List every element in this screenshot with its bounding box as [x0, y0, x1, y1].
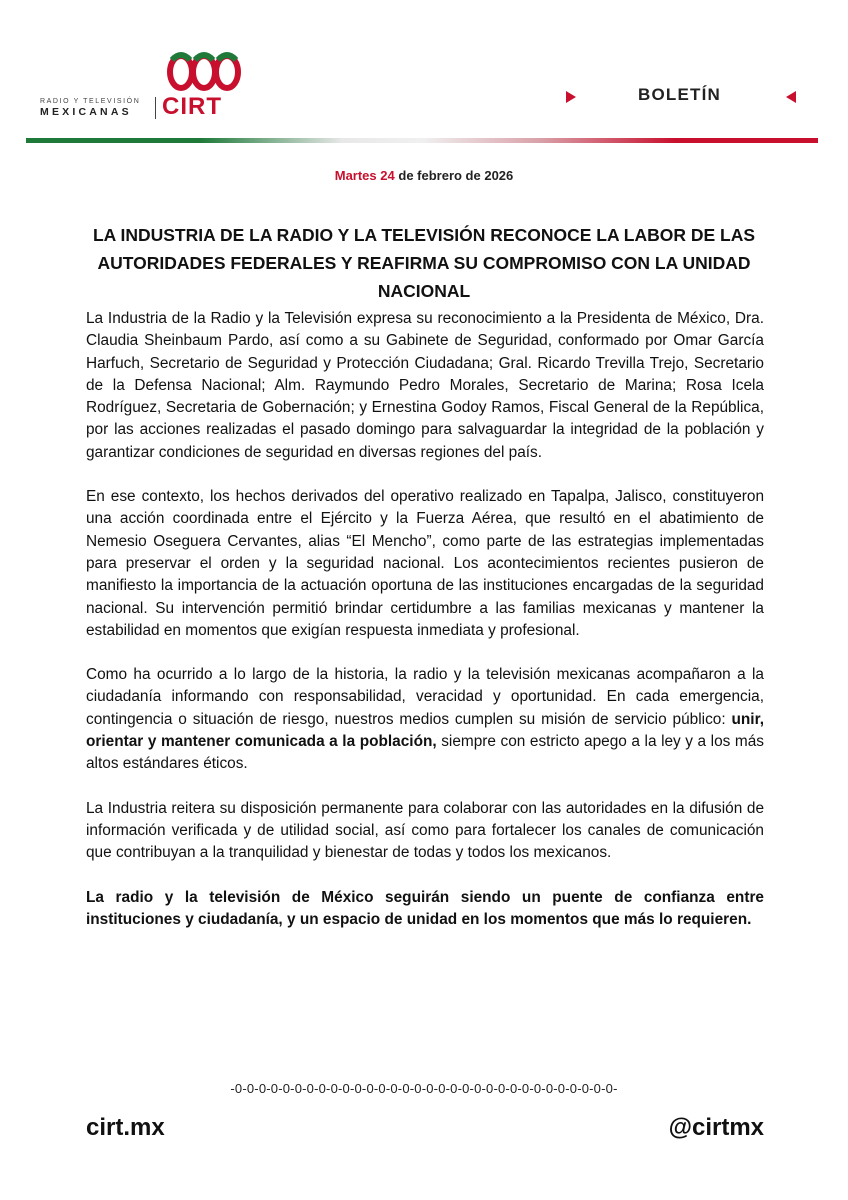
triangle-left-icon — [786, 91, 796, 103]
footer-website: cirt.mx — [86, 1114, 165, 1141]
cirt-logo — [38, 46, 238, 118]
date-rest: de febrero de 2026 — [398, 168, 514, 183]
logo-divider — [155, 97, 156, 119]
bulletin-title: BOLETÍN — [638, 85, 722, 104]
triangle-right-icon — [566, 91, 576, 103]
bulletin-label — [560, 85, 800, 109]
paragraph-3-end: siempre con estricto apego a la ley y a los más altos estándares éticos. — [86, 733, 764, 773]
logo-subtitle: MEXICANAS — [40, 106, 132, 118]
paragraph-3-start: Como ha ocurrido a lo largo de la historia, la radio y la televisión mexicanas acompañaron a la ciudadanía informando con responsabilidad, veracidad y oportunidad. En cada emergencia, contingencia o situación de riesgo, nuestros medios cumplen su misión de servicio público: — [86, 666, 764, 728]
header-divider — [26, 138, 818, 143]
end-separator: -0-0-0-0-0-0-0-0-0-0-0-0-0-0-0-0-0-0-0-0-0-0-0-0-0-0-0-0-0-0-0-0- — [230, 1081, 618, 1096]
closing-statement: La radio y la televisión de México seguirán siendo un puente de confianza entre instituciones y ciudadanía, y un espacio de unidad en los momentos que más lo requieren. — [86, 888, 764, 928]
publication-date — [0, 168, 848, 183]
headline: LA INDUSTRIA DE LA RADIO Y LA TELEVISIÓN RECONOCE LA LABOR DE LAS AUTORIDADES FEDERALES Y REAFIRMA SU COMPROMISO CON LA UNIDAD NACIONAL — [92, 225, 756, 301]
paragraph-1: La Industria de la Radio y la Televisión expresa su reconocimiento a la Presidenta de México, Dra. Claudia Sheinbaum Pardo, así como a su Gabinete de Seguridad, conformado por Omar García Harfuch, Secretario de Seguridad y Protección Ciudadana; Gral. Ricardo Trevilla Trejo, Secretario de la Defensa Nacional; Alm. Raymundo Pedro Morales, Secretario de Marina; Rosa Icela Rodríguez, Secretaria de Gobernación; y Ernestina Godoy Ramos, Fiscal General de la República, por las acciones realizadas el pasado domingo para salvaguardar la integridad de la población y garantizar condiciones de seguridad en diversas regiones del país. — [86, 310, 764, 461]
logo-brand: CIRT — [162, 93, 222, 120]
date-weekday: Martes — [334, 168, 377, 183]
footer-social-handle: @cirtmx — [668, 1114, 764, 1141]
paragraph-4: La Industria reitera su disposición permanente para colaborar con las autoridades en la difusión de información verificada y de utilidad social, así como para fortalecer los canales de comunicación que contribuyan a la tranquilidad y bienestar de todas y todos los mexicanos. — [86, 799, 764, 862]
logo-tagline: RADIO Y TELEVISIÓN — [40, 98, 141, 105]
paragraph-3-emphasis: unir, orientar y mantener comunicada a la población, — [86, 710, 764, 751]
rings-logo-icon — [164, 46, 244, 96]
paragraph-3 — [86, 664, 764, 775]
paragraph-2: En ese contexto, los hechos derivados del operativo realizado en Tapalpa, Jalisco, constituyeron una acción coordinada entre el Ejército y la Fuerza Aérea, que resultó en el abatimiento de Nemesio Oseguera Cervantes, alias “El Mencho”, como parte de las estrategias implementadas para preservar el orden y la seguridad nacional. Los acontecimientos recientes pusieron de manifiesto la importancia de la actuación oportuna de las instituciones encargadas de la seguridad nacional. Su intervención permitió brindar certidumbre a las familias mexicanas y mantener la estabilidad en momentos que exigían respuesta inmediata y profesional. — [86, 488, 764, 639]
date-day: 24 — [380, 168, 395, 183]
page-header — [0, 0, 848, 150]
article-body — [86, 308, 764, 953]
